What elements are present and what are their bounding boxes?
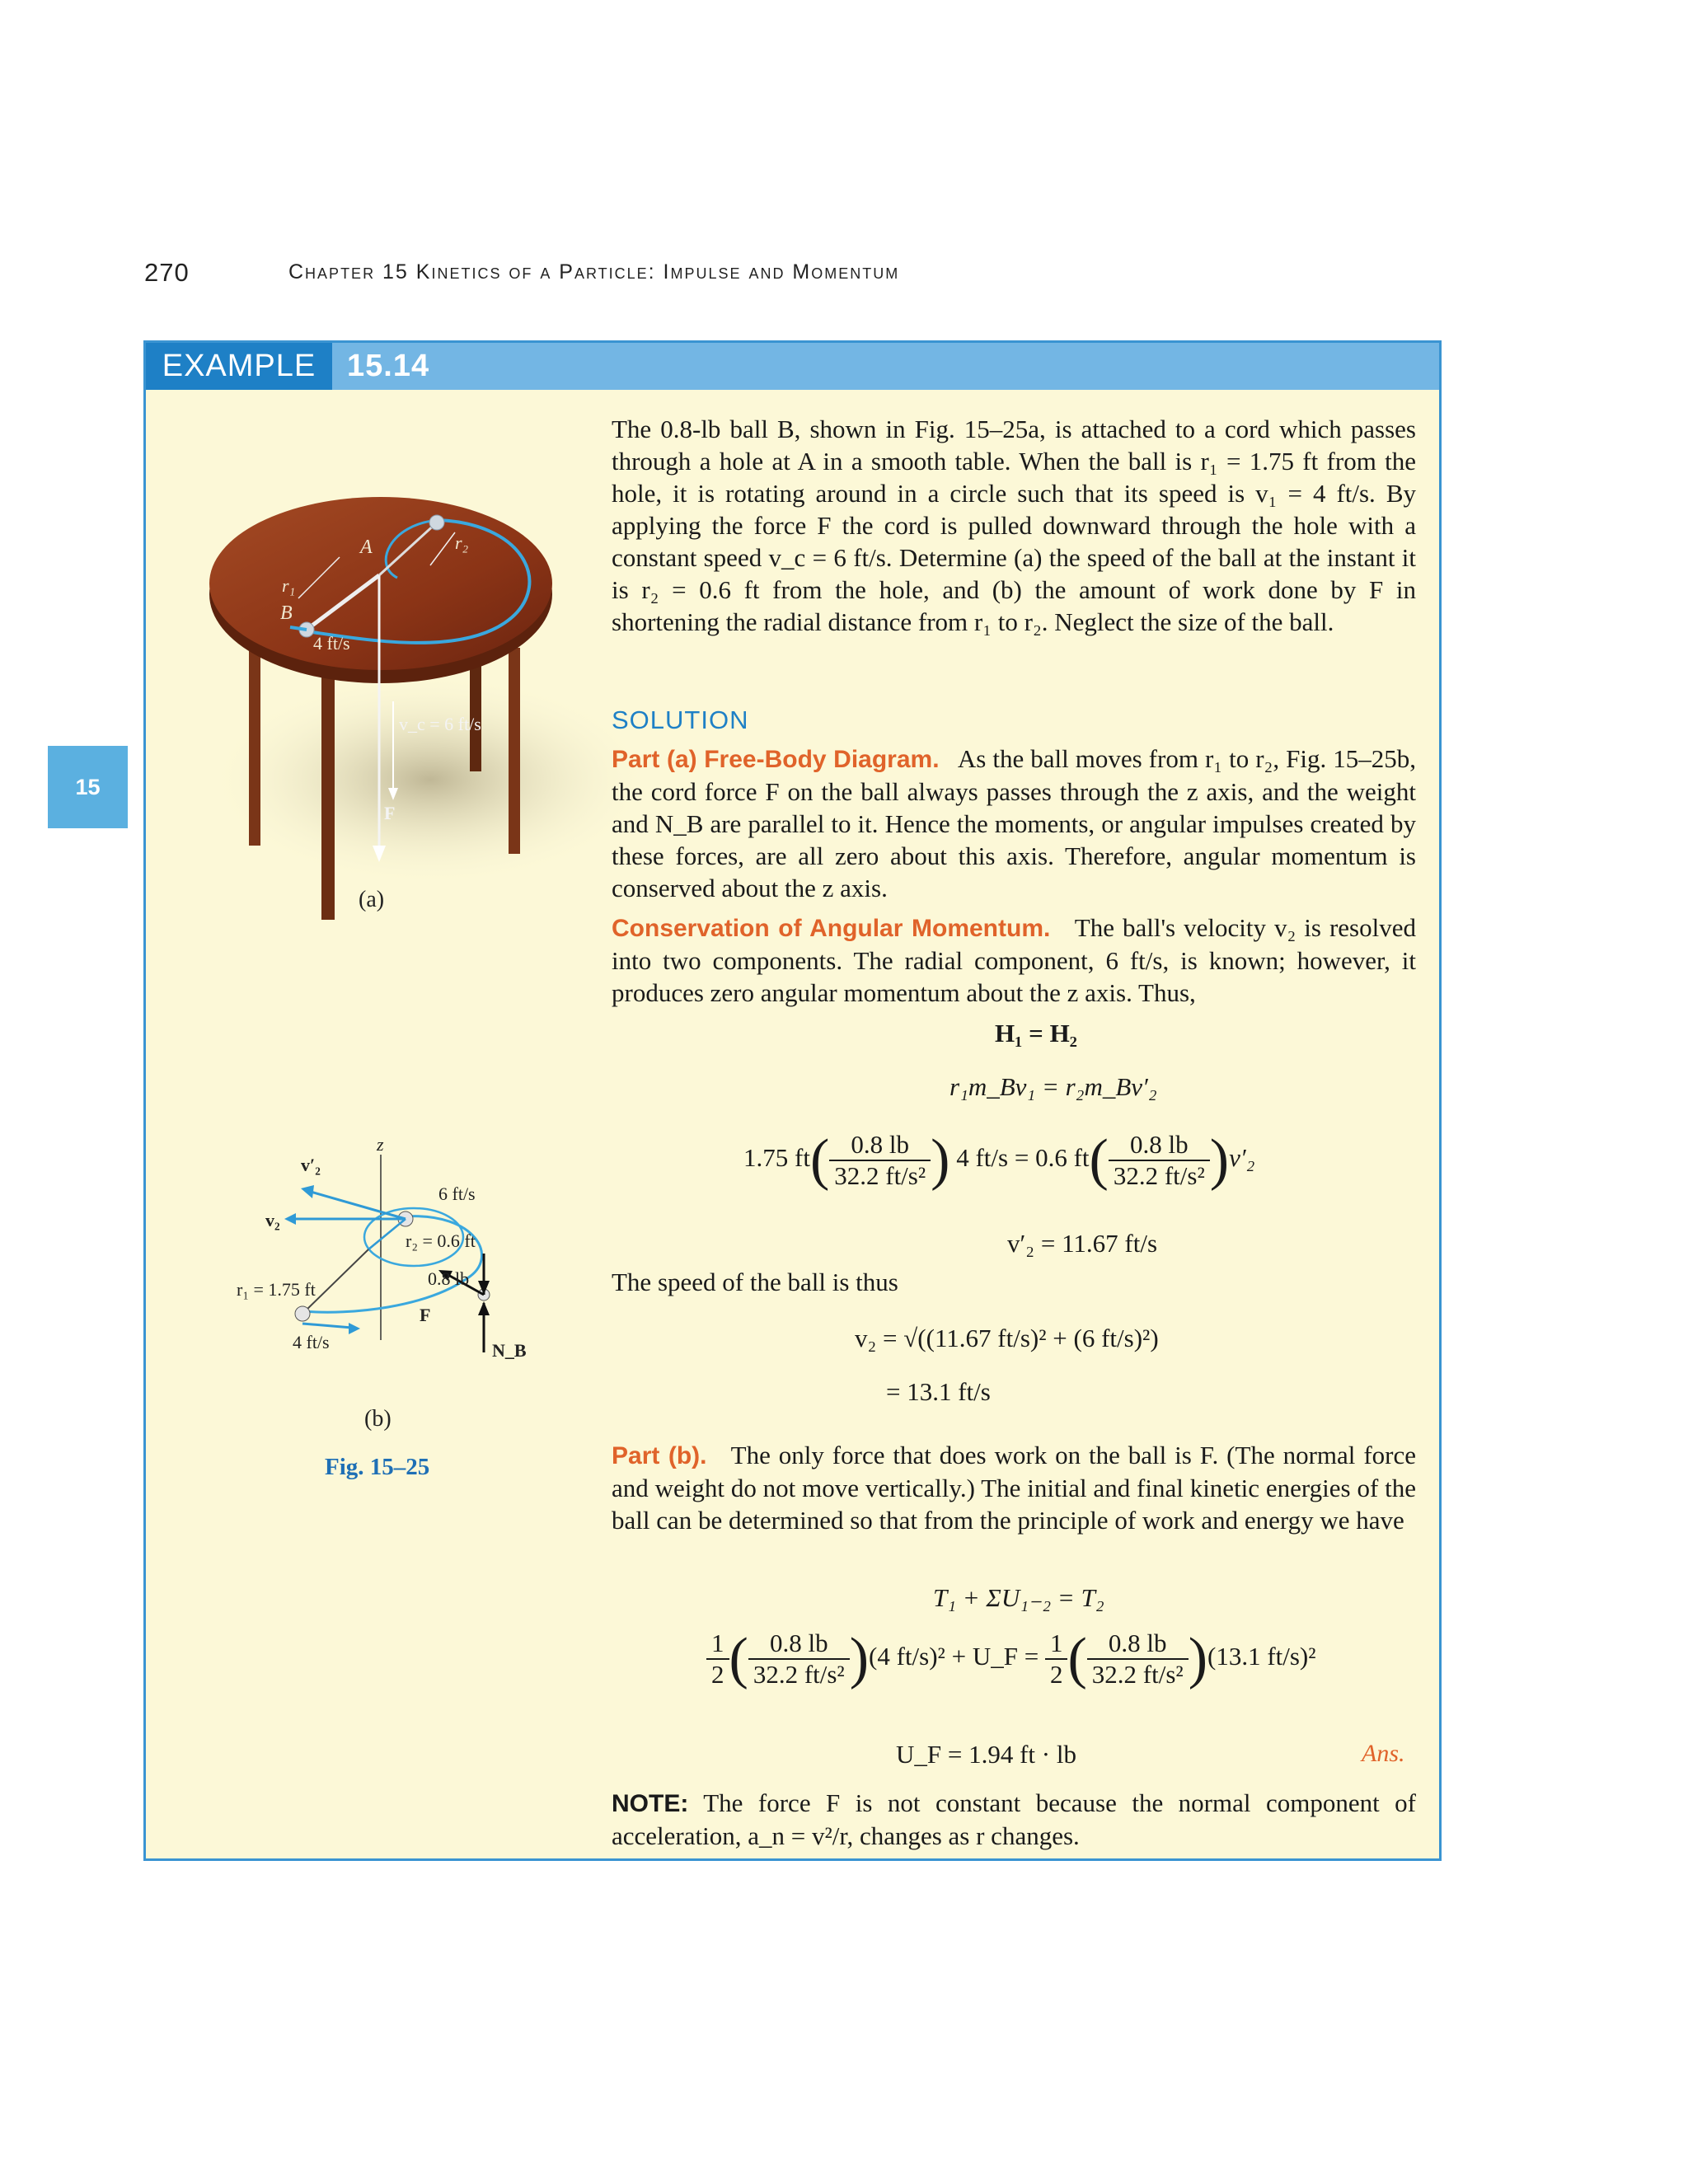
label-r2: r₂ = 0.6 ft	[406, 1230, 476, 1251]
label-v1: 4 ft/s	[293, 1332, 330, 1352]
conservation-paragraph	[612, 912, 1416, 1009]
v1-head	[349, 1323, 360, 1334]
v2-prime-arrow	[311, 1192, 406, 1219]
label-f: F	[420, 1305, 431, 1325]
note-label: NOTE:	[612, 1790, 689, 1817]
label-v2: v₂	[265, 1210, 280, 1230]
part-a-text: As the ball moves from r₁ to r₂, Fig. 15–25b, the cord force F on the ball always passes through the z axis, and the weight and N_B are parallel to it. Hence the moments, or angular impulses created by these forces, are all zero about this axis. Therefore, angular momentum is conserved about the z axis.	[612, 744, 1416, 902]
label-a: A	[360, 537, 373, 558]
figure-b-caption: (b)	[364, 1406, 392, 1432]
table-leg	[509, 648, 520, 854]
eq8-half-num-right: 1	[1045, 1629, 1068, 1660]
eq8-fraction-left	[748, 1629, 850, 1690]
note-paragraph	[612, 1787, 1416, 1852]
eq8-num-right: 0.8 lb	[1087, 1629, 1189, 1660]
eq3-fraction-left	[829, 1130, 931, 1191]
eq8-half-den-right: 2	[1049, 1660, 1063, 1689]
radial-arrow	[368, 1219, 406, 1249]
table-leg	[249, 640, 260, 846]
equation-substitution: 1.75 ft( $\frac{0.8 lb}{\text{32.2 ft/s²}}$ ) 4 ft/s = 0.6 ft( $\frac{0.8 lb}{\text{32.2 ft/s²}}$ )v′₂	[743, 1128, 1255, 1192]
eq3-num-left: 0.8 lb	[829, 1130, 931, 1161]
v1-arrow	[302, 1324, 352, 1328]
eq8-num-left: 0.8 lb	[748, 1629, 850, 1660]
v2-head	[284, 1213, 296, 1225]
page-number: 270	[144, 258, 190, 287]
part-b-head: Part (b).	[612, 1442, 707, 1469]
label-vc: v_c = 6 ft/s	[399, 714, 481, 734]
eq3-mid: 4 ft/s = 0.6 ft	[956, 1143, 1090, 1173]
conservation-text: The ball's velocity v₂ is resolved into two components. The radial component, 6 ft/s, is known; however, it produces zero angular momentum about the z axis. Thus,	[612, 913, 1416, 1007]
equation-uf-result: U_F = 1.94 ft · lb	[896, 1740, 1076, 1769]
label-z: z	[377, 1134, 384, 1155]
ball-b-end	[429, 515, 444, 530]
eq3-var: v′₂	[1229, 1143, 1255, 1173]
table-leg	[321, 664, 335, 920]
eq8-mid: (4 ft/s)² + U_F =	[869, 1642, 1039, 1671]
floor-shadow	[208, 673, 653, 887]
v2-prime-head	[301, 1185, 314, 1198]
label-b: B	[280, 602, 293, 624]
label-weight: 0.8 lb	[428, 1268, 470, 1289]
example-number: 15.14	[347, 349, 430, 383]
speed-text: The speed of the ball is thus	[612, 1268, 898, 1296]
equation-v2-root: v₂ = √((11.67 ft/s)² + (6 ft/s)²)	[855, 1324, 1159, 1352]
figure-a-table	[183, 401, 678, 928]
figure-caption: Fig. 15–25	[325, 1454, 430, 1480]
eq8-den-left: 32.2 ft/s²	[753, 1660, 845, 1689]
conservation-head: Conservation of Angular Momentum.	[612, 915, 1051, 942]
normal-head	[478, 1301, 490, 1315]
part-a-paragraph	[612, 743, 1416, 904]
table-top	[209, 497, 552, 670]
equation-h1-h2: H₁ = H₂	[995, 1019, 1077, 1047]
eq8-end: (13.1 ft/s)²	[1207, 1642, 1316, 1671]
equation-v2-prime: v′₂ = 11.67 ft/s	[1007, 1229, 1158, 1258]
label-nb: N_B	[492, 1340, 527, 1361]
eq8-half-den-left: 2	[711, 1660, 724, 1689]
eq3-coef: 1.75 ft	[743, 1143, 810, 1173]
equation-work-substitution: $\frac{1}{2}$ ( $\frac{0.8 lb}{\text{32.2 ft/s²}}$ )(4 ft/s)² + U_F = $\frac{1}{2}$ ( $\frac{0.8 lb}{\text{32.2 ft/s²}}$ )(13.1 ft/s)²	[706, 1629, 1316, 1703]
example-box	[143, 340, 1442, 1861]
equation-work-energy: T₁ + ΣU₁₋₂ = T₂	[933, 1583, 1104, 1612]
note-text: The force F is not constant because the normal component of acceleration, a_n = v²/r, changes as r changes.	[612, 1788, 1416, 1850]
eq8-half-right	[1045, 1629, 1068, 1690]
eq8-half-left	[706, 1629, 729, 1690]
ball-start	[295, 1306, 310, 1321]
figure-a-caption: (a)	[359, 887, 385, 912]
chapter-tab: 15	[48, 746, 128, 828]
answer-label: Ans.	[1362, 1740, 1405, 1767]
label-r1: r₁	[282, 575, 296, 596]
label-v2-prime: v′₂	[301, 1155, 321, 1175]
part-a-head: Part (a) Free-Body Diagram.	[612, 746, 940, 773]
eq8-half-num-left: 1	[706, 1629, 729, 1660]
label-r1: r₁ = 1.75 ft	[237, 1279, 316, 1300]
part-b-paragraph	[612, 1439, 1416, 1536]
eq8-fraction-right	[1087, 1629, 1189, 1690]
eq3-num-right: 0.8 lb	[1109, 1130, 1210, 1161]
part-b-text: The only force that does work on the ball is F. (The normal force and weight do not move vertically.) The initial and final kinetic energies of the ball can be determined so that from the principle of work and energy we have	[612, 1441, 1416, 1535]
eq3-den-right: 32.2 ft/s²	[1113, 1161, 1205, 1190]
example-label: EXAMPLE	[146, 343, 332, 390]
label-r2: r₂	[455, 532, 469, 553]
label-f: F	[384, 803, 396, 823]
eq3-den-left: 32.2 ft/s²	[834, 1161, 926, 1190]
solution-heading: SOLUTION	[612, 705, 749, 734]
label-radial: 6 ft/s	[438, 1183, 476, 1204]
eq3-fraction-right	[1109, 1130, 1210, 1191]
eq8-den-right: 32.2 ft/s²	[1091, 1660, 1184, 1689]
equation-v2-result: = 13.1 ft/s	[886, 1377, 991, 1406]
label-v1: 4 ft/s	[313, 633, 350, 654]
running-head: Chapter 15 Kinetics of a Particle: Impulse and Momentum	[288, 260, 900, 284]
equation-momentum: r₁m_Bv₁ = r₂m_Bv′₂	[950, 1072, 1157, 1101]
figure-b-fbd	[204, 1134, 616, 1439]
problem-text: The 0.8-lb ball B, shown in Fig. 15–25a, is attached to a cord which passes through a hole at A in a smooth table. When the ball is r₁ = 1.75 ft from the hole, it is rotating around in a circle such that its speed is v₁ = 4 ft/s. By applying the force F the cord is pulled downward through the hole with a constant speed v_c = 6 ft/s. Determine (a) the speed of the ball at the instant it is r₂ = 0.6 ft from the hole, and (b) the amount of work done by F in shortening the radial distance from r₁ to r₂. Neglect the size of the ball.	[612, 415, 1416, 636]
